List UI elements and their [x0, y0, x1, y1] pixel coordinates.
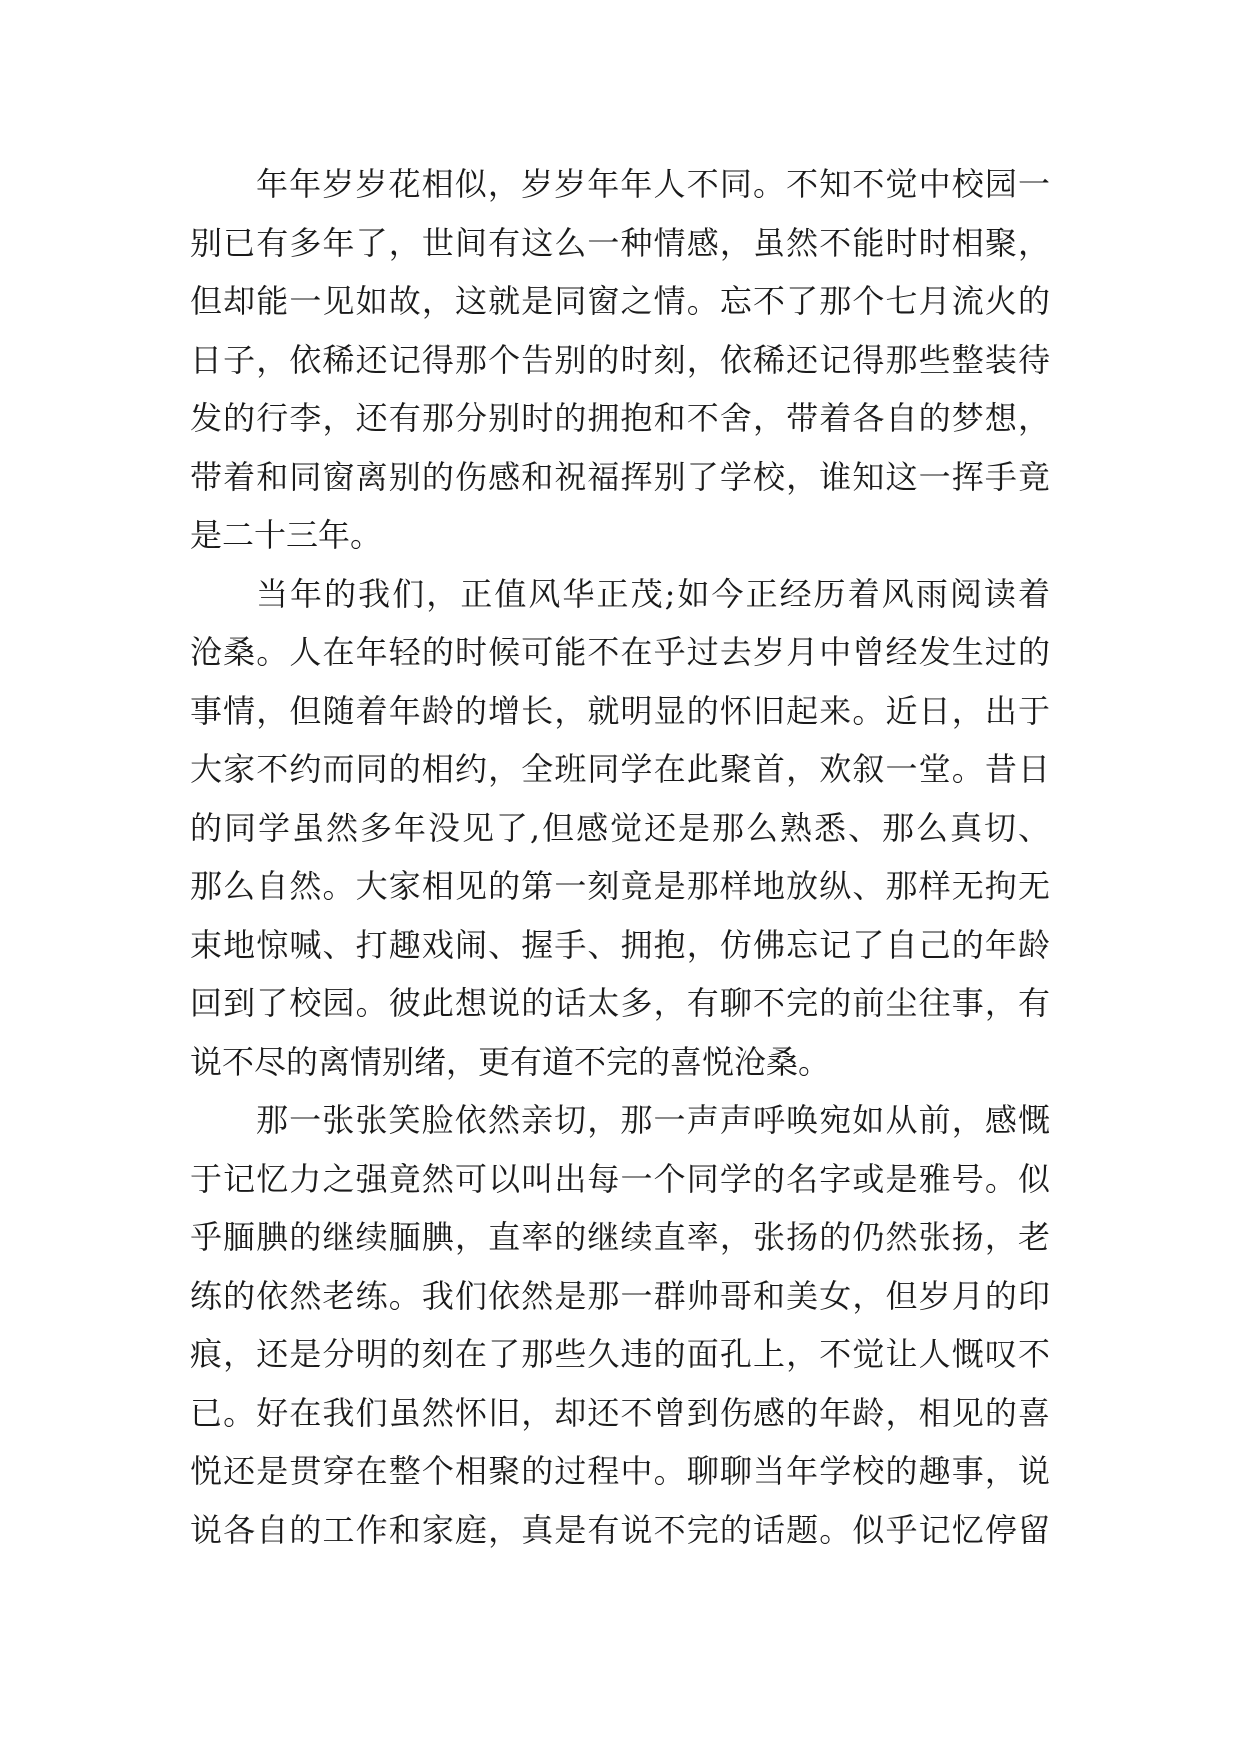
paragraph-line: 乎腼腆的继续腼腆，直率的继续直率，张扬的仍然张扬，老 [190, 1218, 1050, 1256]
paragraph-line: 痕，还是分明的刻在了那些久违的面孔上，不觉让人慨叹不 [190, 1335, 1050, 1373]
document-body [190, 155, 1050, 1559]
paragraph-line: 带着和同窗离别的伤感和祝福挥别了学校，谁知这一挥手竟 [190, 457, 1050, 496]
paragraph-line: 别已有多年了，世间有这么一种情感，虽然不能时时相聚， [190, 223, 1050, 262]
paragraph-line: 发的行李，还有那分别时的拥抱和不舍，带着各自的梦想， [190, 399, 1050, 437]
paragraph-line: 年年岁岁花相似，岁岁年年人不同。不知不觉中校园一 [256, 165, 1050, 203]
paragraph-line: 的同学虽然多年没见了,但感觉还是那么熟悉、那么真切、 [190, 808, 1050, 847]
paragraph-line: 当年的我们，正值风华正茂;如今正经历着风雨阅读着 [256, 574, 1050, 613]
paragraph-line: 沧桑。人在年轻的时候可能不在乎过去岁月中曾经发生过的 [190, 633, 1050, 671]
paragraph-line: 日子，依稀还记得那个告别的时刻，依稀还记得那些整装待 [190, 340, 1050, 379]
paragraph-line: 于记忆力之强竟然可以叫出每一个同学的名字或是雅号。似 [190, 1159, 1050, 1198]
paragraph-line: 那一张张笑脸依然亲切，那一声声呼唤宛如从前，感慨 [256, 1101, 1050, 1139]
paragraph-line: 回到了校园。彼此想说的话太多，有聊不完的前尘往事，有 [190, 984, 1050, 1022]
paragraph-line: 说各自的工作和家庭，真是有说不完的话题。似乎记忆停留 [190, 1510, 1050, 1549]
paragraph-line: 是二十三年。 [190, 516, 383, 554]
paragraph-line: 练的依然老练。我们依然是那一群帅哥和美女，但岁月的印 [190, 1276, 1050, 1315]
paragraph-line: 事情，但随着年龄的增长，就明显的怀旧起来。近日，出于 [190, 691, 1050, 730]
paragraph-line: 束地惊喊、打趣戏闹、握手、拥抱，仿佛忘记了自己的年龄 [190, 925, 1050, 964]
paragraph-2 [190, 565, 1050, 1092]
paragraph-line: 已。好在我们虽然怀旧，却还不曾到伤感的年龄，相见的喜 [190, 1393, 1050, 1432]
paragraph-line: 说不尽的离情别绪，更有道不完的喜悦沧桑。 [190, 1042, 831, 1081]
paragraph-line: 大家不约而同的相约，全班同学在此聚首，欢叙一堂。昔日 [190, 750, 1050, 788]
paragraph-1 [190, 155, 1050, 565]
paragraph-line: 悦还是贯穿在整个相聚的过程中。聊聊当年学校的趣事，说 [190, 1452, 1050, 1490]
paragraph-line: 但却能一见如故，这就是同窗之情。忘不了那个七月流火的 [190, 282, 1050, 320]
paragraph-line: 那么自然。大家相见的第一刻竟是那样地放纵、那样无拘无 [190, 867, 1050, 905]
paragraph-3 [190, 1091, 1050, 1559]
